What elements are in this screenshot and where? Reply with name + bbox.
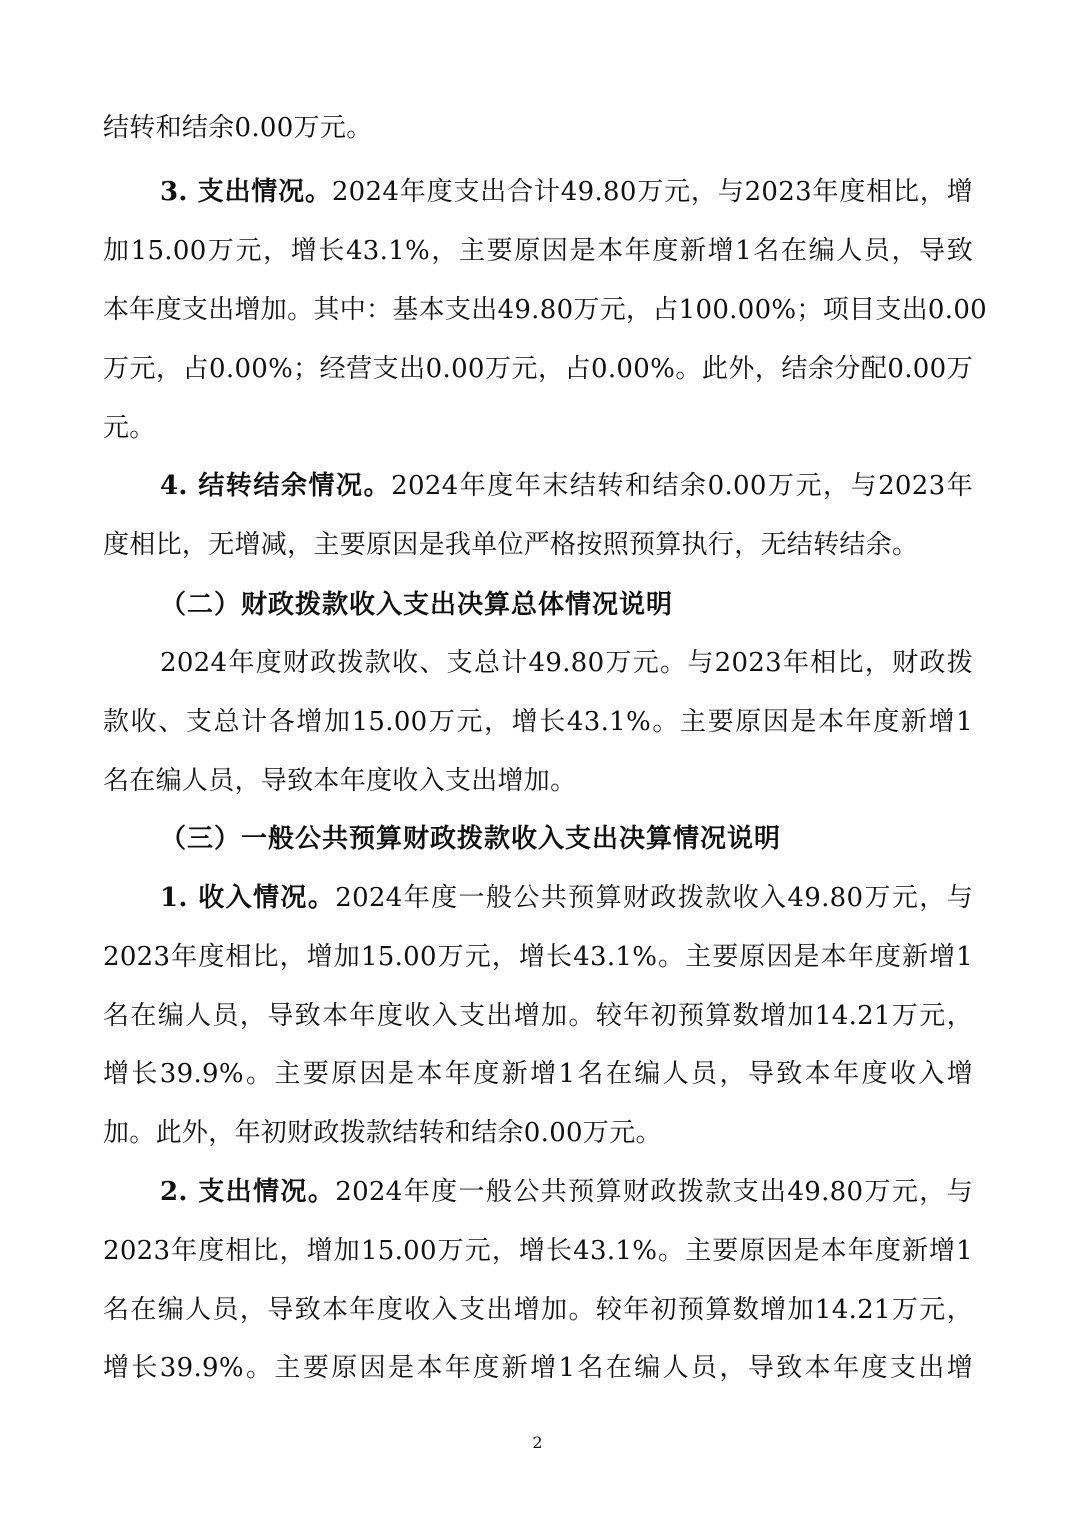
text-line: 结转和结余0.00万元。 (103, 113, 373, 143)
section-lead: 3. 支出情况。 (160, 177, 332, 207)
text-line: 增长39.9%。主要原因是本年度新增1名在编人员，导致本年度支出增 (103, 1353, 973, 1383)
section-lead: 4. 结转结余情况。 (160, 471, 392, 501)
line-text: 2024年度年末结转和结余0.00万元，与2023年 (391, 471, 973, 501)
text-line (160, 466, 973, 506)
text-line: 名在编人员，导致本年度收入支出增加。 (103, 766, 577, 796)
section-heading: （二）财政拨款收入支出决算总体情况说明 (160, 590, 674, 620)
line-text: 2024年度一般公共预算财政拨款收入49.80万元，与 (335, 883, 973, 913)
page-number: 2 (532, 1433, 543, 1452)
text-line: 加。此外，年初财政拨款结转和结余0.00万元。 (103, 1118, 662, 1148)
line-text: 2024年度支出合计49.80万元，与2023年度相比，增 (331, 177, 973, 207)
text-line: 款收、支总计各增加15.00万元，增长43.1%。主要原因是本年度新增1 (103, 707, 973, 737)
section-lead: 1. 收入情况。 (160, 883, 336, 913)
section-heading: （三）一般公共预算财政拨款收入支出决算情况说明 (160, 824, 782, 854)
text-line: 名在编人员，导致本年度收入支出增加。较年初预算数增加14.21万元， (103, 1001, 973, 1031)
text-line: 元。 (103, 413, 156, 443)
text-line (160, 172, 973, 212)
text-line: 本年度支出增加。其中：基本支出49.80万元，占100.00%；项目支出0.00 (103, 295, 988, 325)
text-line (160, 1172, 973, 1212)
text-line: 度相比，无增减，主要原因是我单位严格按照预算执行，无结转结余。 (103, 530, 919, 560)
text-line: 万元，占0.00%；经营支出0.00万元，占0.00%。此外，结余分配0.00万 (103, 354, 973, 384)
text-line: 2023年度相比，增加15.00万元，增长43.1%。主要原因是本年度新增1 (103, 942, 973, 972)
text-line: 2024年度财政拨款收、支总计49.80万元。与2023年相比，财政拨 (160, 648, 973, 678)
text-line: 加15.00万元，增长43.1%，主要原因是本年度新增1名在编人员，导致 (103, 236, 973, 266)
text-line: 名在编人员，导致本年度收入支出增加。较年初预算数增加14.21万元， (103, 1295, 973, 1325)
section-lead: 2. 支出情况。 (160, 1177, 336, 1207)
line-text: 2024年度一般公共预算财政拨款支出49.80万元，与 (335, 1177, 973, 1207)
text-line: 增长39.9%。主要原因是本年度新增1名在编人员，导致本年度收入增 (103, 1059, 973, 1089)
text-line (160, 878, 973, 918)
text-line: 2023年度相比，增加15.00万元，增长43.1%。主要原因是本年度新增1 (103, 1236, 973, 1266)
